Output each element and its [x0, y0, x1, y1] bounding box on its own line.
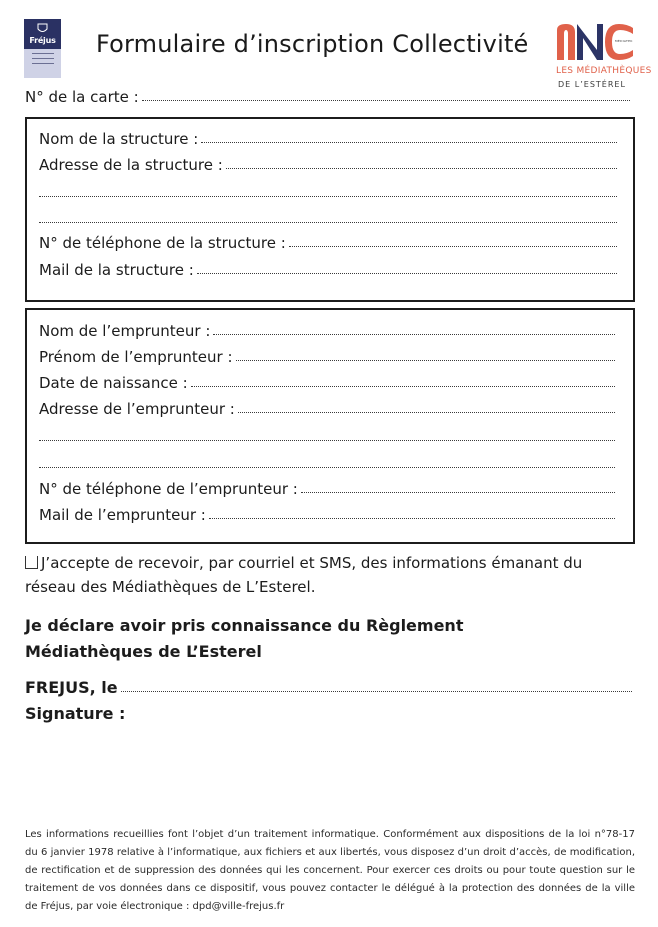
borrower-address-line-2[interactable] — [39, 440, 615, 441]
card-number-line[interactable] — [142, 100, 630, 101]
consent-checkbox[interactable] — [25, 556, 38, 569]
structure-address-line[interactable] — [226, 168, 617, 169]
mediatheques-line1: LES MÉDIATHÈQUES — [556, 66, 652, 76]
place-date-label: FREJUS, le — [25, 678, 118, 697]
structure-mail-field[interactable] — [39, 261, 617, 279]
frejus-logo-name: Fréjus — [29, 36, 56, 45]
structure-name-line[interactable] — [201, 142, 617, 143]
place-date-field[interactable] — [25, 678, 632, 697]
borrower-phone-line[interactable] — [301, 492, 615, 493]
place-date-line[interactable] — [121, 691, 632, 692]
borrower-lastname-label: Nom de l’emprunteur : — [39, 322, 211, 340]
borrower-address-line[interactable] — [238, 412, 615, 413]
structure-phone-line[interactable] — [289, 246, 617, 247]
borrower-firstname-field[interactable] — [39, 348, 615, 366]
borrower-birthdate-label: Date de naissance : — [39, 374, 188, 392]
mediatheques-logo — [554, 22, 652, 94]
structure-address-line-3[interactable] — [39, 222, 617, 223]
declaration — [25, 613, 463, 665]
structure-mail-label: Mail de la structure : — [39, 261, 194, 279]
borrower-address-line-3[interactable] — [39, 467, 615, 468]
borrower-birthdate-field[interactable] — [39, 374, 615, 392]
borrower-phone-label: N° de téléphone de l’emprunteur : — [39, 480, 298, 498]
structure-name-field[interactable] — [39, 130, 617, 148]
frejus-logo — [24, 19, 61, 78]
structure-name-label: Nom de la structure : — [39, 130, 199, 148]
borrower-lastname-field[interactable] — [39, 322, 615, 340]
borrower-address-field[interactable] — [39, 400, 615, 418]
structure-mail-line[interactable] — [197, 273, 617, 274]
borrower-firstname-line[interactable] — [236, 360, 615, 361]
borrower-mail-label: Mail de l’emprunteur : — [39, 506, 206, 524]
card-number-field[interactable] — [25, 88, 630, 106]
structure-phone-label: N° de téléphone de la structure : — [39, 234, 286, 252]
consent-block — [25, 551, 635, 599]
borrower-mail-field[interactable] — [39, 506, 615, 524]
borrower-phone-field[interactable] — [39, 480, 615, 498]
structure-address-field[interactable] — [39, 156, 617, 174]
borrower-lastname-line[interactable] — [213, 334, 615, 335]
borrower-address-label: Adresse de l’emprunteur : — [39, 400, 235, 418]
structure-phone-field[interactable] — [39, 234, 617, 252]
consent-text: J’accepte de recevoir, par courriel et SMS, des informations émanant du réseau des Médiathèques de L’Esterel. — [25, 554, 583, 596]
mediatheques-small-text: MÉDIATEK — [615, 39, 633, 43]
crest-icon — [37, 23, 48, 34]
legal-notice: Les informations recueillies font l’objet d’un traitement informatique. Conformément aux dispositions de la loi n°78-17 du 6 janvier 1978 relative à l’informatique, aux fichiers et aux libertés, vous disposez d’un droit d’accès, de modification, de rectification et de suppression des données qui les concernent. Pour exercer ces droits ou pour toute question sur le traitement de vos données dans ce dispositif, vous pouvez contacter le délégué à la protection des données de la ville de Fréjus, par voie électronique : dpd@ville-frejus.fr — [25, 829, 635, 912]
signature-label: Signature : — [25, 704, 126, 723]
card-number-label: N° de la carte : — [25, 88, 139, 106]
mediatheques-line2: DE L’ESTÉREL — [558, 80, 626, 89]
page-title: Formulaire d’inscription Collectivité — [96, 30, 529, 58]
declaration-line1: Je déclare avoir pris connaissance du Règlement — [25, 616, 464, 635]
structure-address-label: Adresse de la structure : — [39, 156, 223, 174]
frejus-logo-band — [24, 49, 61, 78]
borrower-birthdate-line[interactable] — [191, 386, 615, 387]
borrower-mail-line[interactable] — [209, 518, 615, 519]
declaration-line2: Médiathèques de L’Esterel — [25, 642, 262, 661]
borrower-firstname-label: Prénom de l’emprunteur : — [39, 348, 233, 366]
structure-address-line-2[interactable] — [39, 196, 617, 197]
